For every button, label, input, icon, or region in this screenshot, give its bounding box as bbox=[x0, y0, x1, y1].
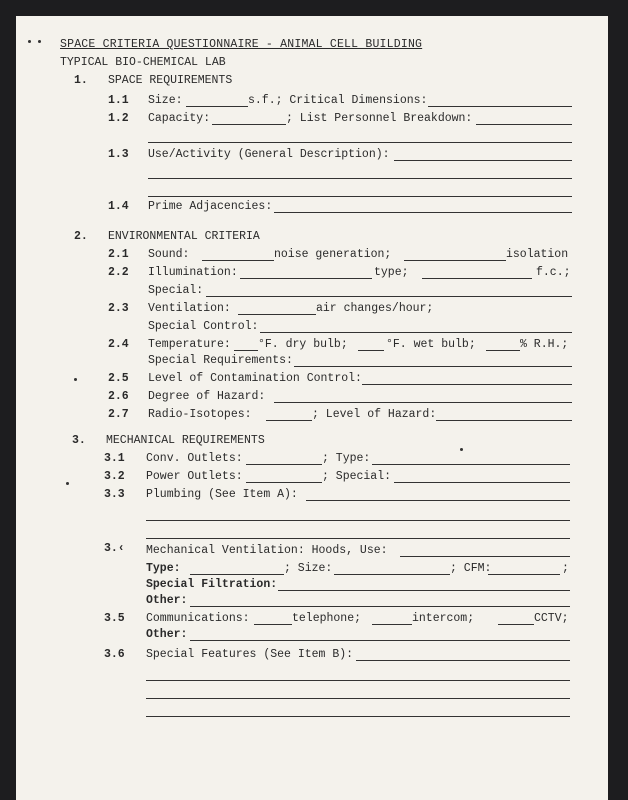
item-2-3-number: 2.3 bbox=[108, 302, 129, 315]
air-changes-label: air changes/hour; bbox=[316, 302, 434, 315]
plumbing-field[interactable] bbox=[306, 500, 570, 501]
special-control-field[interactable] bbox=[260, 332, 572, 333]
margin-mark bbox=[28, 40, 31, 43]
section-1-number: 1. bbox=[74, 74, 88, 87]
cctv-field[interactable] bbox=[498, 624, 534, 625]
power-special-label: ; Special: bbox=[322, 470, 392, 483]
power-outlets-field[interactable] bbox=[246, 482, 322, 483]
personnel-label: ; List Personnel Breakdown: bbox=[286, 112, 473, 125]
ventilation-field[interactable] bbox=[238, 314, 316, 315]
special-field[interactable] bbox=[206, 296, 572, 297]
mech-ventilation-field[interactable] bbox=[400, 556, 570, 557]
document-title: SPACE CRITERIA QUESTIONNAIRE - ANIMAL CELL BUILDING bbox=[60, 38, 423, 51]
special-filtration-field[interactable] bbox=[278, 590, 570, 591]
rh-label: % R.H.; bbox=[520, 338, 569, 351]
capacity-field[interactable] bbox=[212, 124, 286, 125]
fc-label: f.c.; bbox=[536, 266, 571, 279]
hood-type-field[interactable] bbox=[190, 574, 284, 575]
item-1-1-number: 1.1 bbox=[108, 94, 129, 107]
hood-size-field[interactable] bbox=[334, 574, 450, 575]
item-2-4-number: 2.4 bbox=[108, 338, 129, 351]
other-field[interactable] bbox=[190, 606, 570, 607]
conv-outlets-label: Conv. Outlets: bbox=[146, 452, 243, 465]
document-subtitle: TYPICAL BIO-CHEMICAL LAB bbox=[60, 56, 226, 69]
special-features-label: Special Features (See Item B): bbox=[146, 648, 354, 661]
item-3-5-number: 3.5 bbox=[104, 612, 125, 625]
other-label: Other: bbox=[146, 594, 188, 607]
cfm-semicolon: ; bbox=[562, 562, 569, 575]
item-2-1-number: 2.1 bbox=[108, 248, 129, 261]
section-2-title: ENVIRONMENTAL CRITERIA bbox=[108, 230, 260, 243]
personnel-field-line[interactable] bbox=[148, 142, 572, 143]
radio-isotopes-field[interactable] bbox=[266, 420, 312, 421]
type-label: type; bbox=[374, 266, 409, 279]
margin-mark bbox=[38, 40, 41, 43]
contamination-label: Level of Contamination Control: bbox=[148, 372, 362, 385]
cctv-label: CCTV; bbox=[534, 612, 569, 625]
use-activity-field[interactable] bbox=[394, 160, 572, 161]
ventilation-label: Ventilation: bbox=[148, 302, 231, 315]
item-3-4-number: 3.‹ bbox=[104, 542, 125, 555]
use-activity-line[interactable] bbox=[148, 196, 572, 197]
intercom-label: intercom; bbox=[412, 612, 475, 625]
item-1-3-number: 1.3 bbox=[108, 148, 129, 161]
item-3-6-number: 3.6 bbox=[104, 648, 125, 661]
special-features-line[interactable] bbox=[146, 716, 570, 717]
noise-generation-label: noise generation; bbox=[274, 248, 392, 261]
intercom-field[interactable] bbox=[372, 624, 412, 625]
conv-type-label: ; Type: bbox=[322, 452, 371, 465]
use-activity-line[interactable] bbox=[148, 178, 572, 179]
item-2-5-number: 2.5 bbox=[108, 372, 129, 385]
special-features-line[interactable] bbox=[146, 680, 570, 681]
plumbing-label: Plumbing (See Item A): bbox=[146, 488, 298, 501]
special-requirements-label: Special Requirements: bbox=[148, 354, 293, 367]
item-1-4-number: 1.4 bbox=[108, 200, 129, 213]
special-features-line[interactable] bbox=[146, 698, 570, 699]
cfm-field[interactable] bbox=[488, 574, 560, 575]
dry-bulb-label: °F. dry bulb; bbox=[258, 338, 348, 351]
size-field[interactable] bbox=[186, 106, 248, 107]
margin-mark bbox=[66, 482, 69, 485]
hood-size-label: ; Size: bbox=[284, 562, 333, 575]
document-page bbox=[16, 16, 608, 800]
sound-field[interactable] bbox=[202, 260, 274, 261]
item-3-2-number: 3.2 bbox=[104, 470, 125, 483]
illumination-label: Illumination: bbox=[148, 266, 238, 279]
hazard-degree-field[interactable] bbox=[274, 402, 572, 403]
size-label: Size: bbox=[148, 94, 183, 107]
noise-field[interactable] bbox=[404, 260, 506, 261]
hood-type-label: Type: bbox=[146, 562, 181, 575]
isolation-label: isolation bbox=[506, 248, 569, 261]
personnel-field[interactable] bbox=[476, 124, 572, 125]
hazard-degree-label: Degree of Hazard: bbox=[148, 390, 266, 403]
level-hazard-field[interactable] bbox=[436, 420, 572, 421]
critical-dimensions-field[interactable] bbox=[428, 106, 572, 107]
illumination-field[interactable] bbox=[240, 278, 372, 279]
conv-type-field[interactable] bbox=[372, 464, 570, 465]
item-2-7-number: 2.7 bbox=[108, 408, 129, 421]
radio-isotopes-label: Radio-Isotopes: bbox=[148, 408, 252, 421]
conv-outlets-field[interactable] bbox=[246, 464, 322, 465]
special-requirements-field[interactable] bbox=[294, 366, 572, 367]
temperature-label: Temperature: bbox=[148, 338, 231, 351]
section-2-number: 2. bbox=[74, 230, 88, 243]
adjacencies-label: Prime Adjacencies: bbox=[148, 200, 273, 213]
cfm-label: ; CFM: bbox=[450, 562, 492, 575]
critical-dimensions-label: s.f.; Critical Dimensions: bbox=[248, 94, 428, 107]
level-hazard-label: ; Level of Hazard: bbox=[312, 408, 437, 421]
section-1-title: SPACE REQUIREMENTS bbox=[108, 74, 233, 87]
item-1-2-number: 1.2 bbox=[108, 112, 129, 125]
communications-label: Communications: bbox=[146, 612, 250, 625]
type-field[interactable] bbox=[422, 278, 532, 279]
use-activity-label: Use/Activity (General Description): bbox=[148, 148, 390, 161]
item-2-2-number: 2.2 bbox=[108, 266, 129, 279]
special-filtration-label: Special Filtration: bbox=[146, 578, 278, 591]
mech-ventilation-label: Mechanical Ventilation: Hoods, Use: bbox=[146, 544, 388, 557]
other-communications-field[interactable] bbox=[190, 640, 570, 641]
item-3-3-number: 3.3 bbox=[104, 488, 125, 501]
sound-label: Sound: bbox=[148, 248, 190, 261]
plumbing-line[interactable] bbox=[146, 538, 570, 539]
wet-bulb-label: °F. wet bulb; bbox=[386, 338, 476, 351]
special-label: Special: bbox=[148, 284, 204, 297]
special-control-label: Special Control: bbox=[148, 320, 259, 333]
special-features-field[interactable] bbox=[356, 660, 570, 661]
power-special-field[interactable] bbox=[394, 482, 570, 483]
margin-mark bbox=[74, 378, 77, 381]
margin-mark bbox=[460, 448, 463, 451]
section-3-number: 3. bbox=[72, 434, 86, 447]
adjacencies-field[interactable] bbox=[274, 212, 572, 213]
dry-bulb-field[interactable] bbox=[234, 350, 258, 351]
item-3-1-number: 3.1 bbox=[104, 452, 125, 465]
telephone-field[interactable] bbox=[254, 624, 292, 625]
plumbing-line[interactable] bbox=[146, 520, 570, 521]
telephone-label: telephone; bbox=[292, 612, 362, 625]
power-outlets-label: Power Outlets: bbox=[146, 470, 243, 483]
item-2-6-number: 2.6 bbox=[108, 390, 129, 403]
contamination-field[interactable] bbox=[362, 384, 572, 385]
wet-bulb-field[interactable] bbox=[358, 350, 384, 351]
other-communications-label: Other: bbox=[146, 628, 188, 641]
section-3-title: MECHANICAL REQUIREMENTS bbox=[106, 434, 265, 447]
capacity-label: Capacity: bbox=[148, 112, 211, 125]
rh-field[interactable] bbox=[486, 350, 520, 351]
